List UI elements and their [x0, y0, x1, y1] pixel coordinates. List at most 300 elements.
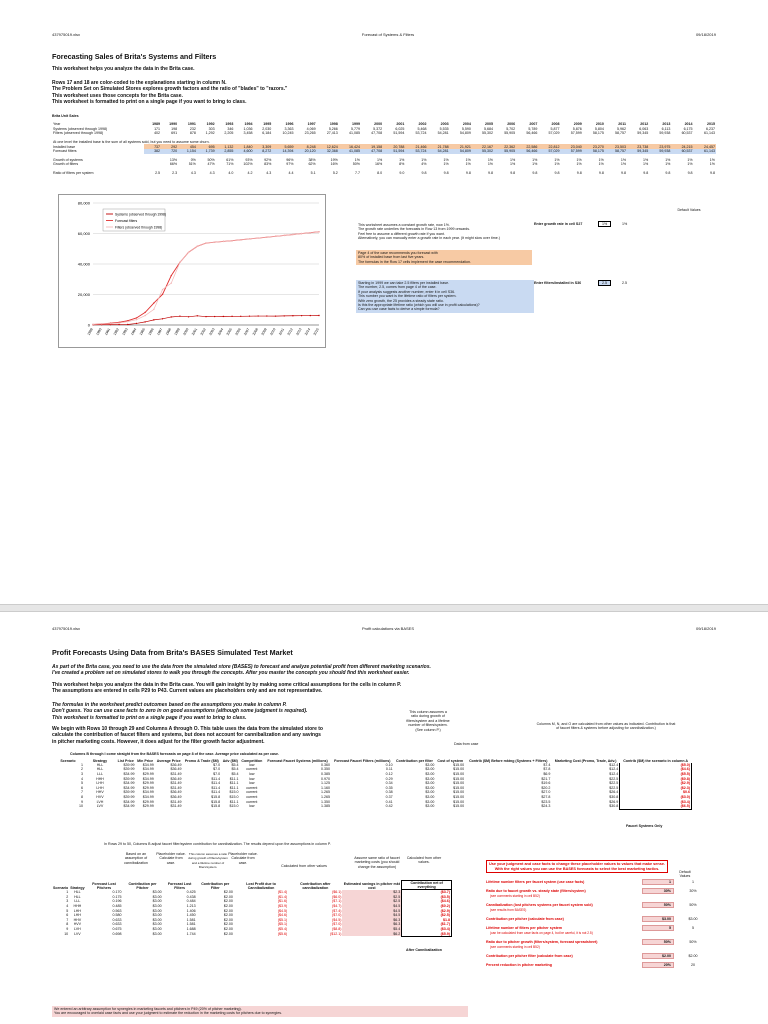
y-tick-label: 60,000	[77, 231, 90, 236]
value-cell: 695	[197, 144, 216, 149]
x-tick-label: 1994	[130, 327, 138, 337]
series-point	[153, 302, 154, 303]
table-cell: 0.425	[186, 890, 196, 895]
series-point	[127, 324, 128, 325]
value-cell: 1%	[465, 157, 471, 162]
value-cell: 5.2	[332, 171, 338, 176]
intro-line-2: Rows 17 and 18 are color-coded to the explanations starting in column N.	[52, 80, 227, 86]
table-cell: LHH	[73, 908, 81, 913]
assumption-label: Ratio due to pitcher growth (filters/system, forecast spreadsheet)	[486, 940, 598, 944]
table-cell: $7.0	[213, 772, 221, 777]
table-cell: 5	[66, 908, 69, 913]
series-point	[301, 233, 302, 234]
placeholder-warning-box: Use your judgment and case facts to change these placeholder values to values that make sense. With the right values you can use the BASES forecasts to select the best marketing tactics.	[486, 860, 668, 873]
table-cell: 0.675	[112, 927, 122, 932]
series-point	[266, 236, 267, 237]
value-cell: 53,724	[405, 149, 427, 154]
table-cell: $24.3	[541, 804, 551, 809]
assumption-label: Percent reduction in pitcher marketing	[486, 963, 552, 967]
value-cell: 59,938	[649, 149, 671, 154]
table-cell: ($3.7)	[402, 890, 452, 895]
table-cell: 5	[81, 781, 83, 786]
year-cell: 2009	[573, 122, 582, 127]
value-cell: 58,757	[615, 131, 627, 136]
unit-sales-table	[52, 122, 716, 175]
value-cell: 92%	[264, 157, 272, 162]
value-cell: 1%	[598, 157, 604, 162]
value-cell: 1%	[421, 157, 427, 162]
value-cell: 5,468	[417, 126, 427, 131]
series-point	[231, 316, 232, 317]
value-cell: 50%	[207, 157, 215, 162]
bottom-note	[52, 1006, 468, 1017]
table-cell: low	[249, 804, 255, 809]
value-cell: 13%	[169, 157, 178, 162]
series-point	[144, 312, 145, 313]
intro-d-line: calculate the contribution of faucet filters and systems, but does not account for cannibalization and any savings	[52, 732, 321, 739]
table-cell: 0.633	[112, 917, 122, 922]
table-cell: 0.385	[321, 772, 331, 777]
table-cell: 1.213	[186, 904, 196, 909]
value-cell: 1%	[554, 162, 560, 167]
table-cell: $34.99	[123, 804, 135, 809]
column-header: Average Price	[156, 758, 181, 763]
table-cell: $15.00	[453, 795, 465, 800]
value-cell: 12,624	[317, 144, 339, 149]
growth-rate-input[interactable]: 1%	[598, 221, 611, 227]
assumption-input[interactable]: 50%	[642, 939, 674, 945]
series-point	[144, 321, 145, 322]
blue-note-line: Is this the appropriate lifetime ratio (which you will use in profit calculations)?	[358, 303, 480, 308]
value-cell: 1,154	[178, 149, 197, 154]
value-cell: 9.8	[598, 171, 604, 176]
table-cell: $22.5	[609, 785, 619, 790]
value-cell: 6,237	[706, 126, 715, 131]
table-cell: ($3.5)	[402, 895, 452, 900]
table-cell: ($2.9)	[620, 781, 692, 786]
table-cell: ($6.1)	[332, 890, 342, 895]
table-cell: ($1.7)	[402, 922, 452, 927]
value-cell: 51,594	[383, 149, 405, 154]
value-cell: 58,175	[583, 149, 605, 154]
column-header: Adv ($M)	[222, 758, 238, 763]
assumption-input[interactable]: 20%	[642, 962, 674, 968]
value-cell: 51%	[188, 162, 196, 167]
table-cell: $2.00	[223, 904, 233, 909]
after-cannibalization: After Cannibalization	[406, 948, 442, 952]
assumption-default: 50%	[689, 903, 697, 907]
value-cell: 4.3	[209, 171, 215, 176]
value-cell: 21,466	[405, 144, 427, 149]
table-cell: $36.49	[170, 776, 182, 781]
table-cell: 0.484	[186, 899, 196, 904]
assumption-row	[486, 917, 716, 926]
table-cell: $5.4	[231, 772, 239, 777]
t2-note-placeholder-2: Placeholder value. Calculate from case.	[228, 852, 258, 865]
value-cell: 23,265	[304, 131, 316, 136]
value-cell: 1%	[598, 162, 604, 167]
table-cell: $3.00	[425, 790, 435, 795]
intro-c-line: This worksheet is formatted to print on a single page if you want to bring to class.	[52, 714, 247, 721]
table-cell: 0.580	[112, 913, 122, 918]
value-cell: 58,757	[605, 149, 627, 154]
intro-d-line: We begin with Rows 10 through 29 and Columns A through O. This table uses the data from the simulated store to	[52, 726, 323, 732]
table-cell: 1.744	[186, 931, 196, 936]
value-cell: 6,063	[639, 126, 649, 131]
value-cell: 1%	[709, 162, 715, 167]
table-cell: $2.00	[223, 931, 233, 936]
value-cell: 3,363	[284, 126, 294, 131]
table-cell: 1	[66, 890, 69, 895]
table-cell: 9	[81, 799, 83, 804]
year-cell: 2005	[485, 122, 494, 127]
series-point	[257, 315, 258, 316]
column-header: Contrib ($M) Before mktng (Systems + Filters)	[469, 758, 548, 763]
table-cell: ($2.5)	[402, 913, 452, 918]
x-tick-label: 2001	[190, 327, 199, 337]
intro-c-line: Don't guess. You can use case facts to zero in on good assumptions (although some judgment is required).	[52, 708, 308, 715]
header-date: 09/18/2019	[695, 32, 716, 37]
value-cell: 1%	[354, 157, 360, 162]
year-cell: 2002	[418, 122, 427, 127]
series-point	[240, 239, 241, 240]
table-cell: $15.0	[229, 804, 239, 809]
series-point	[171, 316, 172, 317]
value-cell: 8,248	[294, 144, 316, 149]
table-cell: current	[246, 799, 258, 804]
table-cell: ($3.4)	[620, 799, 692, 804]
table-cell: 0.698	[112, 931, 122, 936]
assumption-subnote: (see comments starting in cell B52)	[490, 894, 540, 898]
table-cell: $4.5	[342, 904, 401, 909]
row-label: Growth of filters	[53, 162, 79, 167]
intro-block	[52, 80, 287, 106]
table-cell: ($5.1)	[277, 922, 288, 927]
value-cell: 21,788	[428, 144, 450, 149]
value-cell: 61,143	[704, 131, 715, 136]
table-cell: $7.0	[213, 762, 221, 767]
value-cell: 9.8	[621, 171, 627, 176]
value-cell: 10,245	[282, 131, 294, 136]
value-cell: 198	[171, 126, 178, 131]
series-point	[188, 252, 189, 253]
table-cell: $3.00	[425, 776, 435, 781]
table-cell: $11.1	[229, 781, 239, 786]
table-cell: $36.49	[170, 762, 182, 767]
unit-sales-label: Brita Unit Sales	[52, 114, 79, 118]
assumption-label: Contribution per pitcher (calculate from case)	[486, 917, 564, 921]
table-cell: $6.3	[342, 922, 401, 927]
year-cell: 1993	[225, 122, 234, 127]
value-cell: 47,708	[371, 131, 383, 136]
growth-note-line: Alternatively, you can manually enter a growth rate in each year. (It might slow over time.)	[358, 236, 500, 241]
assumption-input[interactable]: $2.00	[642, 953, 674, 959]
value-cell: 1%	[665, 157, 671, 162]
assumption-input[interactable]: $3.00	[642, 916, 674, 922]
x-tick-label: 1997	[156, 327, 164, 337]
blue-note-line: With zero growth, the 25 provides a steady state ratio.	[358, 298, 444, 303]
table-cell: $30.8	[609, 795, 619, 800]
table-cell: $36.49	[170, 790, 182, 795]
series-point	[179, 315, 180, 316]
column-header: Promo & Trade ($M)	[184, 758, 219, 763]
value-cell: 61%	[226, 157, 234, 162]
assumption-subnote: (can be calculated from case facts on page 4, but be careful, it is not 2.5)	[490, 931, 593, 935]
series-point	[205, 242, 206, 243]
table-cell: ($3.9)	[277, 904, 288, 909]
growth-input-label: Enter growth rate in cell S27	[534, 222, 583, 226]
assumption-default: 50%	[689, 940, 697, 944]
table-cell: $2.00	[223, 908, 233, 913]
table-cell: $3.00	[152, 890, 162, 895]
table-cell: HLL	[74, 890, 81, 895]
value-cell: 6,025	[395, 126, 405, 131]
table-cell: $27.8	[541, 795, 551, 800]
value-cell: 1%	[643, 162, 649, 167]
value-cell: 1%	[399, 157, 405, 162]
column-header: Min Price	[137, 758, 154, 763]
table-cell: 0.38	[385, 790, 393, 795]
value-cell: 66%	[169, 162, 178, 167]
table-cell: 0.563	[112, 908, 122, 913]
data-from-case: Data from case	[454, 742, 479, 746]
x-tick-label: 2006	[234, 327, 242, 337]
table-cell: LLL	[74, 899, 81, 904]
series-point	[223, 241, 224, 242]
series-point	[101, 323, 102, 324]
value-cell: 5.1	[310, 171, 316, 176]
series-point	[188, 316, 189, 317]
x-tick-label: 2015	[312, 327, 320, 337]
table-cell: 0.170	[112, 890, 122, 895]
value-cell: 23,975	[649, 144, 671, 149]
table-cell: 0.11	[385, 767, 393, 772]
table-cell: $34.99	[142, 795, 154, 800]
table-cell: $22.5	[609, 776, 619, 781]
table-cell: 2	[66, 894, 69, 899]
value-cell: 1%	[620, 162, 627, 167]
y-tick-label: 0	[87, 322, 90, 328]
filters-input-label: Enter filters/installed in S36	[534, 281, 582, 285]
series-point	[171, 275, 172, 276]
assumption-default: 1	[692, 880, 694, 884]
table-cell: LVH	[74, 927, 81, 932]
table-cell: $15.8	[211, 804, 221, 809]
series-point	[153, 319, 154, 320]
ratio-row	[52, 171, 716, 176]
table2-caption: In Rows 29 to 50, Columns B adjust faucet filter/system contribution for cannibalization. The results depend upon the assumptions in column P.	[104, 842, 331, 846]
table-cell: $6.3	[342, 918, 401, 923]
series-point	[284, 315, 285, 316]
year-cell: 1994	[244, 122, 253, 127]
table-cell: ($4.5)	[332, 917, 342, 922]
value-cell: 9.8	[554, 171, 560, 176]
x-tick-label: 2009	[260, 327, 268, 337]
table-cell: low	[249, 762, 255, 767]
table-cell: HVV	[73, 922, 82, 927]
value-cell: 9.8	[643, 171, 649, 176]
column-note: This column assumes a ratio during growth of filters/system and a lifetime number of filters/system. (See column P.)	[406, 710, 450, 732]
table-cell: $3.00	[152, 904, 162, 909]
table-cell: 1.350	[321, 799, 331, 804]
table-cell: $39.99	[123, 795, 135, 800]
x-tick-label: 1990	[95, 327, 103, 337]
year-cell: 2008	[551, 122, 560, 127]
value-cell: 3,309	[254, 144, 273, 149]
table-cell: $4.5	[342, 913, 401, 918]
series-point	[197, 246, 198, 247]
assumption-input[interactable]: 1	[642, 879, 674, 885]
table-cell: $2.00	[223, 899, 233, 904]
sales-chart-svg	[59, 195, 325, 347]
assumption-row	[486, 903, 716, 917]
table-cell: 7	[66, 917, 69, 922]
table-cell: HHH	[73, 904, 82, 909]
assumption-row	[486, 940, 716, 954]
table-cell: $31.49	[170, 804, 182, 809]
growth-note-line: The growth rate underlies the forecasts in Row 13 from 1999 onwards.	[358, 227, 471, 232]
year-cell: 2004	[462, 122, 471, 127]
table-header	[52, 758, 692, 763]
table-cell: HLL	[96, 767, 104, 772]
assumption-default: 20	[691, 963, 695, 967]
value-cell: 57,599	[570, 131, 582, 136]
value-cell: 8,272	[254, 149, 273, 154]
value-cell: 9.8	[421, 171, 427, 176]
column-header: Forecast Faucet Filters (millions)	[334, 758, 391, 763]
value-cell: 23,738	[627, 144, 649, 149]
table-cell: $30.8	[609, 804, 619, 809]
table-cell: ($7.0)	[332, 922, 342, 927]
series-line	[93, 232, 319, 325]
table-cell: $3.00	[425, 767, 435, 772]
year-cell: 1991	[187, 122, 196, 127]
table-cell: $11.4	[211, 785, 221, 790]
table-cell: $21.7	[541, 776, 551, 781]
assumption-input[interactable]: 30%	[642, 888, 674, 894]
legend-label: Forecast filters	[115, 218, 138, 223]
table-cell: LVV	[74, 931, 81, 936]
assumption-input[interactable]: 5	[642, 925, 674, 931]
table-cell: $11.1	[229, 776, 239, 781]
value-cell: 232	[189, 126, 196, 131]
year-cell: 1995	[263, 122, 272, 127]
assumption-label: Contribution per pitcher filter (calculate from case)	[486, 954, 573, 958]
table-cell: ($0.8)	[620, 776, 692, 781]
column-header: Scenario	[60, 758, 76, 763]
table-cell: 0.633	[112, 922, 122, 927]
value-cell: 5,779	[350, 126, 360, 131]
orange-note-line: Page 4 of the case recommends you forecast with	[358, 251, 438, 255]
value-cell: 54,809	[450, 149, 472, 154]
series-point	[310, 232, 311, 233]
series-point	[197, 315, 198, 316]
table-cell: HLL	[74, 894, 81, 899]
table-cell: $5.4	[342, 927, 401, 932]
assumption-input[interactable]: 50%	[642, 902, 674, 908]
table-cell: $39.99	[123, 790, 135, 795]
column-header: Forecast Lost Filters	[167, 881, 192, 890]
series-point	[318, 231, 319, 232]
series-point	[266, 315, 267, 316]
intro-a	[52, 664, 692, 677]
table-cell: ($3.4)	[402, 927, 452, 932]
table-cell: $3.00	[425, 785, 435, 790]
assumption-default: $2.00	[688, 954, 698, 958]
series-point	[292, 234, 293, 235]
table-cell: $3.00	[152, 913, 162, 918]
page-divider	[0, 604, 768, 612]
value-cell: 38%	[308, 157, 316, 162]
assumption-label: Cannibalization (lost pitchers systems per faucet system sold)	[486, 903, 593, 907]
series-point	[284, 235, 285, 236]
sheet-title: Forecasting Sales of Brita's Systems and Filters	[52, 52, 217, 61]
table-cell: 0.35	[385, 785, 393, 790]
column-header: Forecast Lost Pitchers	[92, 881, 116, 890]
intro-line-1: This worksheet helps you analyze the data in the Brita case.	[52, 66, 195, 72]
table-cell: 1.265	[321, 790, 331, 795]
bottom-note-line: You are encouraged to overlaid case facts and use your judgment to estimate the reduction in the marketing costs for pitchers due to synergies.	[54, 1011, 283, 1016]
value-cell: 454	[178, 144, 197, 149]
filters-per-installed-input[interactable]: 2.5	[598, 280, 611, 286]
value-cell: 56,466	[516, 149, 538, 154]
intro-a-line: As part of the Brita case, you need to use the data from the simulated store (BASES) to forecast and analyze potential profit from different marketing scenarios.	[52, 664, 431, 670]
value-cell: 5,590	[461, 126, 471, 131]
value-cell: 60,537	[681, 131, 693, 136]
table-cell: current	[246, 790, 258, 795]
table-cell: $3.00	[425, 804, 435, 809]
value-cell: 5,684	[484, 126, 494, 131]
table-cell: $34.99	[123, 772, 135, 777]
table-cell: 3	[66, 899, 69, 904]
value-cell: 16%	[374, 162, 383, 167]
x-tick-label: 2002	[199, 327, 207, 337]
column-header: Contribution per Pitcher	[128, 881, 157, 890]
table-cell: $2.00	[223, 894, 233, 899]
table-cell: $2.00	[223, 927, 233, 932]
value-cell: 1%	[487, 162, 494, 167]
series-point	[249, 315, 250, 316]
t2-note-calc-other: Calculated from other values.	[406, 856, 442, 865]
year-cell: 1989	[152, 122, 161, 127]
value-cell: 402	[154, 131, 161, 136]
table-cell: 0.12	[385, 772, 393, 777]
value-cell: 382	[144, 149, 161, 154]
table-cell: LHH	[96, 781, 104, 786]
value-cell: 4.0	[228, 171, 234, 176]
table-cell: 1.160	[321, 785, 331, 790]
x-tick-label: 1999	[173, 327, 181, 337]
table-cell: $12.4	[609, 772, 619, 777]
header-sheet-title: Forecast of Systems & Filters	[361, 32, 415, 37]
table-cell: HLL	[96, 762, 104, 767]
table-cell: 1.125	[321, 781, 331, 786]
value-cell: 1%	[443, 157, 449, 162]
value-cell: 16%	[330, 162, 338, 167]
table-cell: $22.5	[609, 781, 619, 786]
table-cell: HHH	[96, 776, 104, 781]
table-cell: $15.0	[229, 790, 239, 795]
table-cell: 0.29	[385, 776, 393, 781]
table-cell: ($1.6)	[277, 899, 288, 904]
year-cell: 1997	[307, 122, 316, 127]
table-cell: ($5.9)	[402, 931, 452, 936]
value-cell: 32,368	[317, 149, 339, 154]
x-tick-label: 1989	[86, 327, 94, 337]
series-point	[249, 238, 250, 239]
blue-note-line: Can you use case facts to derive a simple formula?	[358, 307, 440, 312]
x-tick-label: 1992	[112, 327, 120, 337]
